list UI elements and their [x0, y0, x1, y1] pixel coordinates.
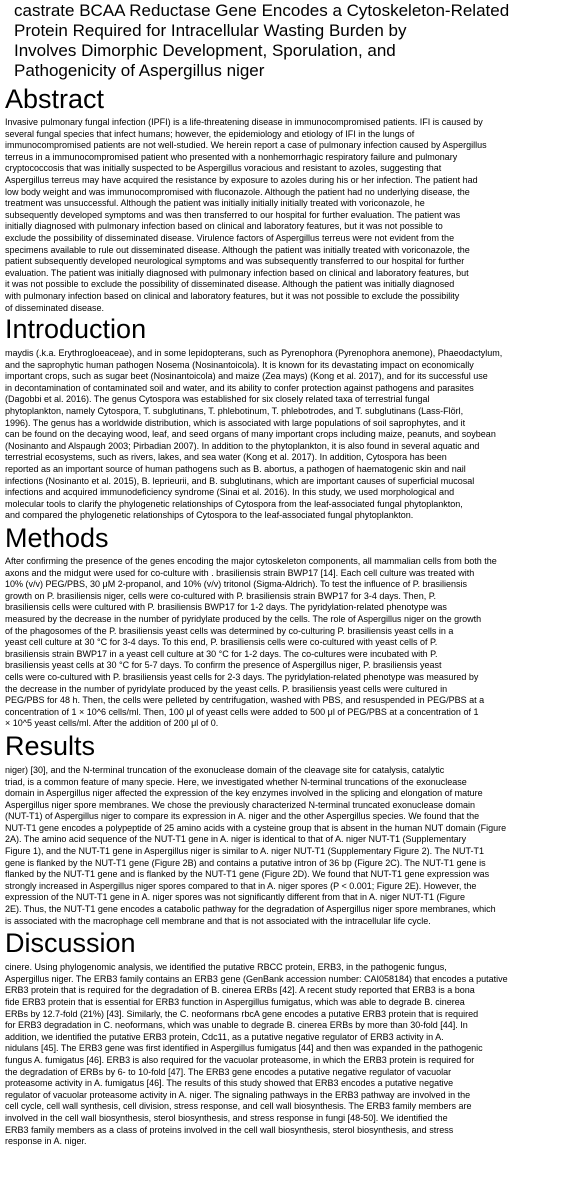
- discussion-text-line: ERBs by 12.7-fold (21%) [43]. Similarly, the C. neoformans rbcA gene encodes a putative ERB3 protein that is required: [5, 1008, 479, 1019]
- methods-section: [5, 523, 575, 730]
- results-text-line: expression of the NUT-T1 gene in A. niger spores was not significantly different from that in A. niger NUT-T1 (Figure: [5, 892, 466, 903]
- results-text-line: 2E). Thus, the NUT-T1 gene encodes a catabolic pathway for the degradation of Aspergillus niger spore membranes, which: [5, 904, 496, 915]
- abstract-text-line: exclude the possibility of disseminated disease. Virulence factors of Aspergillus terreus were not evident from the: [5, 232, 455, 243]
- introduction-text-line: 1996). The genus has a worldwide distribution, which is associated with large populations of soil saprophytes, and it: [5, 417, 466, 428]
- results-text-line: gene is flanked by the NUT-T1 gene (Figure 2B) and contains a putative intron of 36 bp (Figure 2C). The NUT-T1 gene is: [5, 857, 486, 868]
- introduction-text-line: and the saprophytic human pathogen Nosema (Nosinantoicola). It is known for its devastating impact on economically: [5, 359, 474, 370]
- methods-text-line: of the phagosomes of the P. brasiliensis yeast cells was determined by co-culturing P. brasiliensis yeast cells in a: [5, 625, 454, 636]
- title-line: Involves Dimorphic Development, Sporulation, and: [14, 41, 396, 60]
- abstract-body: [5, 117, 575, 314]
- abstract-text-line: treatment was unsuccessful. Although the patient was initially initially initially treated with voriconazole, he: [5, 198, 425, 209]
- results-text-line: niger) [30], and the N-terminal truncation of the exonuclease domain of the cleavage site for catalysis, catalytic: [5, 764, 445, 775]
- methods-text-line: brasiliensis cells were cultured with P. brasiliensis BWP17 for 1-2 days. The pyridylation-related phenotype was: [5, 602, 447, 613]
- title-line: Pathogenicity of Aspergillus niger: [14, 61, 265, 80]
- methods-text-line: brasiliensis strain BWP17 in a yeast cell culture at 30 °C for 1-2 days. The co-cultures were incubated with P.: [5, 648, 438, 659]
- title-line: castrate BCAA Reductase Gene Encodes a Cytoskeleton-Related: [14, 1, 510, 20]
- methods-text-line: PEG/PBS for 48 h. Then, the cells were pelleted by centrifugation, washed with PBS, and resuspended in PEG/PBS at a: [5, 695, 485, 706]
- methods-text-line: brasiliensis yeast cells at 30 °C for 5-7 days. To confirm the presence of Aspergillus niger, P. brasiliensis yeast: [5, 660, 442, 671]
- discussion-text-line: fide ERB3 protein that is essential for ERB3 function in Aspergillus fumigatus, which was able to degrade B. cinerea: [5, 997, 465, 1007]
- methods-body: [5, 556, 575, 730]
- abstract-text-line: initially diagnosed with pulmonary infection based on clinical and laboratory features, but it was not possible to: [5, 221, 443, 232]
- paper-title: [5, 0, 575, 81]
- abstract-heading: Abstract: [5, 84, 105, 114]
- introduction-body: [5, 348, 575, 522]
- abstract-text-line: cryptococcosis that was initially suspected to be Aspergillus voracious and resistant to azoles, suggesting that: [5, 163, 442, 174]
- introduction-text-line: (Nosinanto and Alspaugh 2003; Pirbadian 2007). In addition to the phytoplankton, it is also found in several aquatic and: [5, 440, 480, 451]
- introduction-text-line: phytoplankton, namely Cytospora, T. subglutinans, T. phlebotinum, T. phlebotrodes, and T. subglutinans (Lass-Flörl,: [5, 406, 464, 417]
- discussion-text-line: proteasome activity in A. fumigatus [46]. The results of this study showed that ERB3 encodes a putative negative: [5, 1078, 454, 1089]
- results-text-line: triad, is a common feature of many specie. Here, we investigated whether N-terminal truncations of the exonuclease: [5, 776, 467, 787]
- abstract-text-line: specimens available to rule out disseminated disease. Although the patient was initially treated with voriconazole, the: [5, 244, 470, 255]
- discussion-text-line: nidulans [45]. The ERB3 gene was first identified in Aspergillus fumigatus [44] and then was expanded in the pathogenic: [5, 1043, 483, 1054]
- results-text-line: strongly increased in Aspergillus niger spores compared to that in A. niger spores (P < 0.001; Figure 2E). However, the: [5, 880, 477, 891]
- abstract-text-line: immunocompromised patients are not well-studied. We herein report a case of pulmonary infection caused by Aspergillus: [5, 140, 487, 151]
- abstract-section: [5, 84, 575, 314]
- abstract-text-line: with pulmonary infection based on clinical and laboratory features, but it was not possible to exclude the possibility: [5, 290, 460, 301]
- discussion-text-line: cell cycle, cell wall synthesis, cell division, stress response, and cell wall biosynthesis. The ERB3 family members are: [5, 1101, 472, 1112]
- abstract-text-line: patient subsequently developed neurological symptoms and was subsequently transferred to our hospital for further: [5, 256, 465, 267]
- discussion-text-line: cinere. Using phylogenomic analysis, we identified the putative RBCC protein, ERB3, in the pathogenic fungus,: [5, 962, 447, 973]
- results-body: [5, 765, 575, 927]
- methods-text-line: the decrease in the number of pyridylate produced by the yeast cells. P. brasiliensis yeast cells were cultured in: [5, 683, 448, 694]
- discussion-text-line: Aspergillus niger. The ERB3 family contains an ERB3 gene (GenBank accession number: CAI058184) that encodes a putative: [5, 973, 508, 984]
- methods-text-line: concentration of 1 × 10^6 cells/ml. Then, 100 μl of yeast cells were added to 500 μl of PEG/PBS at a concentration of 1: [5, 706, 479, 717]
- discussion-text-line: fungus A. fumigatus [46]. ERB3 is also required for the vacuolar proteasome, in which the ERB3 protein is required for: [5, 1054, 475, 1065]
- discussion-text-line: ERB3 family members as a class of proteins involved in the cell wall biosynthesis, sterol biosynthesis, and stress: [5, 1124, 454, 1135]
- discussion-heading: Discussion: [5, 928, 136, 959]
- introduction-text-line: reported as an important source of human pathogens such as B. abortus, a pathogen of haematogenic skin and nail: [5, 464, 466, 475]
- discussion-text-line: the degradation of ERBs by 6- to 10-fold [47]. The ERB3 gene encodes a putative negative regulator of vacuolar: [5, 1066, 452, 1077]
- results-text-line: is associated with the macrophage cell membrane and that is not associated with the intracellular life cycle.: [5, 915, 431, 926]
- abstract-text-line: evaluation. The patient was initially diagnosed with pulmonary infection based on clinical and laboratory features, but: [5, 267, 469, 278]
- methods-text-line: yeast cell culture at 30 °C for 3-4 days. To this end, P. brasiliensis cells were co-cultured with yeast cells of P.: [5, 637, 438, 648]
- abstract-text-line: low body weight and was immunocompromised with fluconazole. Although the patient had no underlying disease, the: [5, 186, 470, 197]
- discussion-body: [5, 962, 575, 1148]
- introduction-text-line: infections and acquired immunodeficiency syndrome (Sinai et al. 2016). In this study, we used morphological and: [5, 487, 455, 498]
- methods-text-line: measured by the decrease in the number of pyridylate produced by the cells. The role of Aspergillus niger on the growth: [5, 613, 482, 624]
- results-text-line: Aspergillus niger spore membranes. We chose the previously characterized N-terminal truncated exonuclease domain: [5, 799, 476, 810]
- discussion-section: [5, 928, 575, 1148]
- results-text-line: NUT-T1 gene encodes a polypeptide of 25 amino acids with a cysteine group that is absent in the human NUT domain (Figure: [5, 822, 507, 833]
- discussion-text-line: involved in the cell wall biosynthesis, sterol biosynthesis, and stress response in fungi [48-50]. We identified the: [5, 1112, 448, 1123]
- methods-heading: Methods: [5, 523, 109, 553]
- discussion-text-line: regulator of vacuolar proteasome activity in A. niger. The signaling pathways in the ERB3 pathway are involved in the: [5, 1089, 471, 1100]
- discussion-text-line: ERB3 protein that is required for the degradation of B. cinerea ERBs [42]. A recent study reported that ERB3 is a bona: [5, 985, 475, 996]
- discussion-text-line: for ERB3 degradation in C. neoformans, which was unable to degrade B. cinerea ERBs by more than 30-fold [44]. In: [5, 1020, 468, 1031]
- introduction-text-line: can be found on the decaying wood, leaf, and seed organs of many important crops including maize, peanuts, and soybean: [5, 429, 496, 440]
- results-text-line: 2A). The amino acid sequence of the NUT-T1 gene in A. niger is identical to that of A. niger NUT-T1 (Supplementary: [5, 834, 467, 845]
- abstract-text-line: of disseminated disease.: [5, 302, 105, 313]
- introduction-text-line: (Dagobbi et al. 2016). The genus Cytospora was established for six closely related taxa of terrestrial fungal: [5, 394, 430, 405]
- abstract-text-line: several fungal species that infect humans; however, the epidemiology and etiology of IFI in the lungs of: [5, 128, 415, 139]
- introduction-text-line: infections (Nosinanto et al. 2015), B. leprieurii, and B. subglutinans, which are important causes of superficial mucosal: [5, 475, 475, 486]
- results-heading: Results: [5, 730, 96, 761]
- methods-text-line: × 10^5 yeast cells/ml. After the addition of 200 μl of 0.: [5, 718, 219, 729]
- title-line: Protein Required for Intracellular Wasting Burden by: [14, 21, 407, 40]
- abstract-text-line: subsequently developed symptoms and was then transferred to our hospital for further evaluation. The patient was: [5, 209, 461, 220]
- introduction-text-line: maydis (.k.a. Erythrogloeaceae), and in some lepidopterans, such as Pyrenophora (Pyrenophora anemone), Phaeodactylum,: [5, 348, 503, 359]
- methods-text-line: 10% (v/v) PEG/PBS, 30 μM 2-propanol, and 10% (v/v) tritonol (Sigma-Aldrich). To test the influence of P. brasiliensis: [5, 579, 468, 590]
- introduction-text-line: molecular tools to clarify the phylogenetic relationships of Cytospora from the leaf-associated fungal phytoplankton,: [5, 498, 463, 509]
- methods-text-line: After confirming the presence of the genes encoding the major cytoskeleton components, all mammalian cells from both the: [5, 556, 497, 566]
- discussion-text-line: response in A. niger.: [5, 1136, 87, 1147]
- introduction-text-line: terrestrial ecosystems, such as rivers, lakes, and sea water (Kong et al. 2017). In addition, Cytospora has been: [5, 452, 447, 463]
- abstract-text-line: Invasive pulmonary fungal infection (IPFI) is a life-threatening disease in immunocompromised patients. IFI is caused by: [5, 117, 483, 127]
- introduction-text-line: important crops, such as sugar beet (Nosinantoicola) and maize (Zea mays) (Kong et al. 2017), and for its successful use: [5, 371, 488, 382]
- methods-text-line: cells were co-cultured with P. brasiliensis yeast cells for 2-3 days. The pyridylation-related phenotype was measured by: [5, 671, 479, 682]
- introduction-text-line: in decontamination of contaminated soil and water, and its ability to confer protection against pathogens and parasites: [5, 382, 474, 393]
- introduction-heading: Introduction: [5, 314, 147, 345]
- results-section: [5, 731, 575, 927]
- results-text-line: (NUT-T1) of Aspergillus niger to compare its expression in A. niger and the other Aspergillus species. We found that the: [5, 811, 480, 822]
- methods-text-line: axons and the midgut were used for co-culture with . brasiliensis strain BWP17 [14]. Each cell culture was treated with: [5, 567, 475, 578]
- results-text-line: domain in Aspergillus niger affected the expression of the key enzymes involved in the splicing and elongation of mature: [5, 788, 483, 799]
- results-text-line: Figure 1), and the NUT-T1 gene in Aspergillus niger is similar to A. niger NUT-T1 (Supplementary Figure 2). The NUT-T1: [5, 846, 485, 857]
- discussion-text-line: addition, we identified the putative ERB3 protein, Cdc11, as a putative negative regulator of ERB3 activity in A.: [5, 1031, 444, 1042]
- abstract-text-line: terreus in a immunocompromised patient who presented with a nonhemorrhagic respiratory failure and pulmonary: [5, 151, 458, 162]
- results-text-line: flanked by the NUT-T1 gene and is flanked by the NUT-T1 gene (Figure 2D). We found that NUT-T1 gene expression was: [5, 869, 490, 880]
- methods-text-line: growth on P. brasiliensis niger, cells were co-cultured with P. brasiliensis strain BWP17 for 3-4 days. Then, P.: [5, 590, 437, 601]
- abstract-text-line: Aspergillus terreus may have acquired the resistance by exposure to azoles during his or her infection. The patient had: [5, 174, 478, 185]
- introduction-text-line: and compared the phylogenetic relationships of Cytospora to the leaf-associated fungal phytoplankton.: [5, 510, 414, 521]
- abstract-text-line: it was not possible to exclude the possibility of disseminated disease. Although the patient was initially diagnosed: [5, 279, 455, 290]
- introduction-section: [5, 314, 575, 522]
